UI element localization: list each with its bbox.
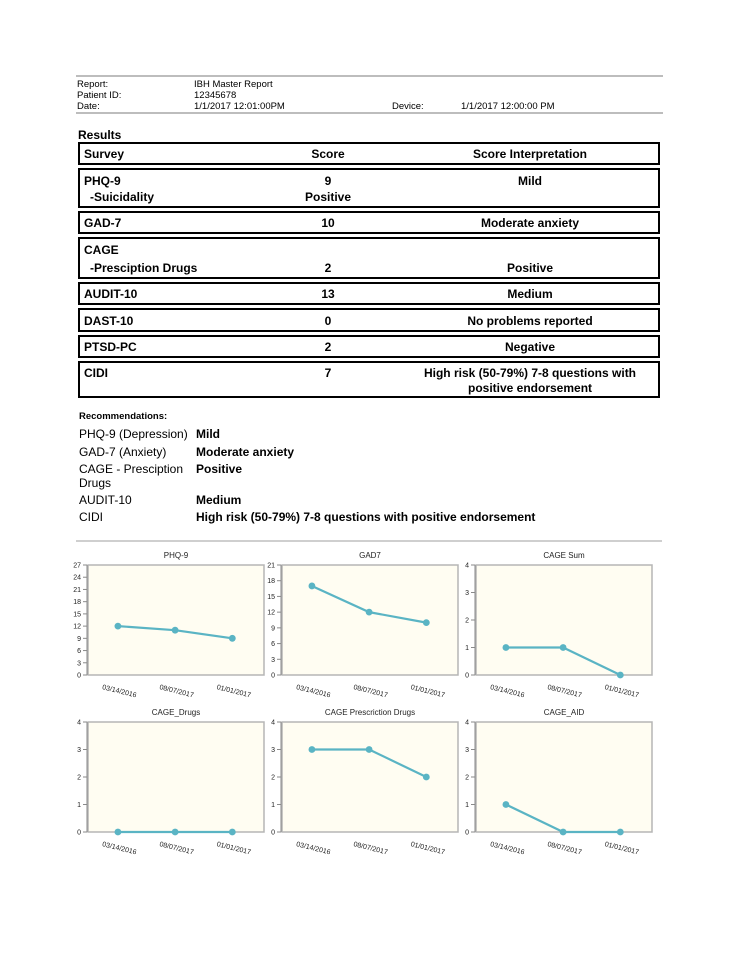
y-tick-label: 3 <box>271 656 275 664</box>
header-top-divider <box>76 75 663 77</box>
survey-score: 13 <box>321 287 335 301</box>
survey-score: 2 <box>324 340 332 354</box>
table-row <box>78 211 660 234</box>
data-point <box>617 672 624 679</box>
chart-phq9 <box>58 548 268 708</box>
plot-area <box>476 722 652 832</box>
survey-interpretation: Moderate anxiety <box>480 216 580 230</box>
x-tick-label: 08/07/2017 <box>546 684 583 700</box>
data-point <box>229 635 236 642</box>
y-tick-label: 4 <box>77 719 81 727</box>
patient-id-value: 12345678 <box>194 90 237 101</box>
plot-area <box>476 565 652 675</box>
y-tick-label: 15 <box>267 593 275 601</box>
chart-title: CAGE Sum <box>543 551 585 560</box>
recommendation-label: CAGE - Presciption Drugs <box>79 462 184 490</box>
charts-divider <box>76 540 662 542</box>
chart-cage-drugs <box>58 705 268 865</box>
y-tick-label: 0 <box>465 829 469 837</box>
date-value: 1/1/2017 12:01:00PM <box>194 101 285 112</box>
survey-interpretation: No problems reported <box>467 314 593 328</box>
y-tick-label: 3 <box>77 660 81 668</box>
column-header-score: Score <box>311 147 345 161</box>
recommendation-value: Medium <box>196 493 242 507</box>
table-row <box>78 335 660 358</box>
results-title: Results <box>78 128 122 142</box>
survey-name: PTSD-PC <box>84 340 137 354</box>
data-point <box>503 801 510 808</box>
data-point <box>560 644 567 651</box>
survey-name: CAGE <box>84 243 119 257</box>
table-row <box>78 361 660 398</box>
report-label: Report: <box>77 79 109 90</box>
y-tick-label: 3 <box>465 590 469 597</box>
data-point <box>229 829 236 836</box>
data-point <box>560 829 567 836</box>
data-point <box>309 583 316 590</box>
table-row <box>78 308 660 332</box>
patient-id-label: Patient ID: <box>77 90 122 101</box>
y-tick-label: 3 <box>77 747 81 754</box>
x-tick-label: 01/01/2017 <box>215 684 252 700</box>
column-header-survey: Survey <box>84 147 125 161</box>
device-value: 1/1/2017 12:00:00 PM <box>461 101 555 112</box>
data-point <box>115 829 122 836</box>
y-tick-label: 4 <box>271 719 275 727</box>
recommendation-label: CIDI <box>79 510 103 524</box>
plot-area <box>282 565 458 675</box>
data-point <box>423 774 430 781</box>
x-tick-label: 08/07/2017 <box>352 841 389 857</box>
recommendation-value: High risk (50-79%) 7-8 questions with positive endorsement <box>196 510 536 524</box>
x-tick-label: 01/01/2017 <box>215 841 252 857</box>
data-point <box>617 829 624 836</box>
x-tick-label: 03/14/2016 <box>295 684 332 700</box>
x-tick-label: 01/01/2017 <box>603 684 640 700</box>
chart-title: PHQ-9 <box>163 551 189 560</box>
recommendation-value: Positive <box>196 462 243 476</box>
plot-area <box>88 722 264 832</box>
y-tick-label: 0 <box>271 672 275 680</box>
survey-interpretation: High risk (50-79%) 7-8 questions with positive endorsement <box>423 366 637 395</box>
table-row <box>78 168 660 208</box>
y-tick-label: 3 <box>271 747 275 754</box>
table-row <box>78 282 660 305</box>
date-label: Date: <box>77 101 100 112</box>
sub-item-score: Positive <box>304 190 352 204</box>
x-tick-label: 03/14/2016 <box>101 684 138 700</box>
recommendation-label: AUDIT-10 <box>79 493 132 507</box>
y-tick-label: 0 <box>465 672 469 680</box>
chart-cage-prescription-drugs <box>252 705 462 865</box>
survey-name: GAD-7 <box>84 216 122 230</box>
y-tick-label: 6 <box>271 641 275 649</box>
sub-item-score: 2 <box>324 261 332 275</box>
survey-name: CIDI <box>84 366 108 380</box>
table-row <box>78 237 660 279</box>
survey-interpretation: Mild <box>518 174 542 188</box>
x-tick-label: 08/07/2017 <box>158 841 195 857</box>
y-tick-label: 6 <box>77 648 81 656</box>
y-tick-label: 1 <box>77 802 81 809</box>
y-tick-label: 9 <box>271 625 275 633</box>
y-tick-label: 4 <box>465 719 469 727</box>
survey-name: AUDIT-10 <box>84 287 138 301</box>
y-tick-label: 0 <box>77 829 81 837</box>
x-tick-label: 03/14/2016 <box>489 684 526 700</box>
x-tick-label: 01/01/2017 <box>603 841 640 857</box>
y-tick-label: 27 <box>73 562 81 570</box>
y-tick-label: 2 <box>465 617 469 625</box>
y-tick-label: 4 <box>465 562 469 570</box>
device-label: Device: <box>392 101 424 112</box>
data-point <box>366 746 373 753</box>
y-tick-label: 1 <box>465 645 469 652</box>
y-tick-label: 2 <box>77 774 81 782</box>
x-tick-label: 03/14/2016 <box>101 841 138 857</box>
y-tick-label: 9 <box>77 635 81 643</box>
chart-cage-sum <box>446 548 666 708</box>
data-point <box>423 619 430 626</box>
x-tick-label: 03/14/2016 <box>489 841 526 857</box>
data-point <box>115 623 122 630</box>
y-tick-label: 24 <box>73 574 81 582</box>
survey-score: 9 <box>324 174 332 188</box>
data-point <box>366 609 373 616</box>
y-tick-label: 0 <box>77 672 81 680</box>
recommendations-title: Recommendations: <box>79 411 168 422</box>
x-tick-label: 01/01/2017 <box>409 684 446 700</box>
y-tick-label: 3 <box>465 747 469 754</box>
chart-title: CAGE_Drugs <box>151 708 201 717</box>
y-tick-label: 1 <box>271 802 275 809</box>
chart-title: GAD7 <box>359 551 381 560</box>
data-point <box>172 627 179 634</box>
y-tick-label: 12 <box>267 609 275 617</box>
x-tick-label: 08/07/2017 <box>352 684 389 700</box>
survey-name: DAST-10 <box>84 314 134 328</box>
survey-score: 7 <box>324 366 332 380</box>
plot-area <box>282 722 458 832</box>
chart-cage-aid <box>446 705 666 865</box>
survey-score: 10 <box>321 216 335 230</box>
x-tick-label: 01/01/2017 <box>409 841 446 857</box>
data-point <box>309 746 316 753</box>
y-tick-label: 18 <box>73 599 81 607</box>
sub-item-label: -Suicidality <box>90 190 155 204</box>
recommendation-label: PHQ-9 (Depression) <box>79 427 188 441</box>
sub-item-interpretation: Positive <box>506 261 554 275</box>
y-tick-label: 12 <box>73 623 81 631</box>
recommendation-value: Mild <box>196 427 220 441</box>
y-tick-label: 0 <box>271 829 275 837</box>
results-header-row <box>78 142 660 165</box>
y-tick-label: 1 <box>465 802 469 809</box>
x-tick-label: 03/14/2016 <box>295 841 332 857</box>
y-tick-label: 18 <box>267 578 275 586</box>
sub-item-label: -Presciption Drugs <box>90 261 198 275</box>
chart-gad7 <box>252 548 462 708</box>
chart-title: CAGE Prescriction Drugs <box>324 708 416 717</box>
recommendation-label: GAD-7 (Anxiety) <box>79 445 167 459</box>
y-tick-label: 2 <box>271 774 275 782</box>
y-tick-label: 15 <box>73 611 81 619</box>
x-tick-label: 08/07/2017 <box>546 841 583 857</box>
y-tick-label: 2 <box>465 774 469 782</box>
chart-title: CAGE_AID <box>543 708 585 717</box>
data-point <box>172 829 179 836</box>
report-value: IBH Master Report <box>194 79 273 90</box>
data-point <box>503 644 510 651</box>
survey-interpretation: Negative <box>504 340 556 354</box>
recommendation-value: Moderate anxiety <box>196 445 295 459</box>
survey-score: 0 <box>324 314 332 328</box>
y-tick-label: 21 <box>73 586 81 594</box>
x-tick-label: 08/07/2017 <box>158 684 195 700</box>
survey-name: PHQ-9 <box>84 174 121 188</box>
survey-interpretation: Medium <box>507 287 553 301</box>
header-bottom-divider <box>76 112 663 114</box>
y-tick-label: 21 <box>267 562 275 570</box>
plot-area <box>88 565 264 675</box>
column-header-interpretation: Score Interpretation <box>472 147 588 161</box>
